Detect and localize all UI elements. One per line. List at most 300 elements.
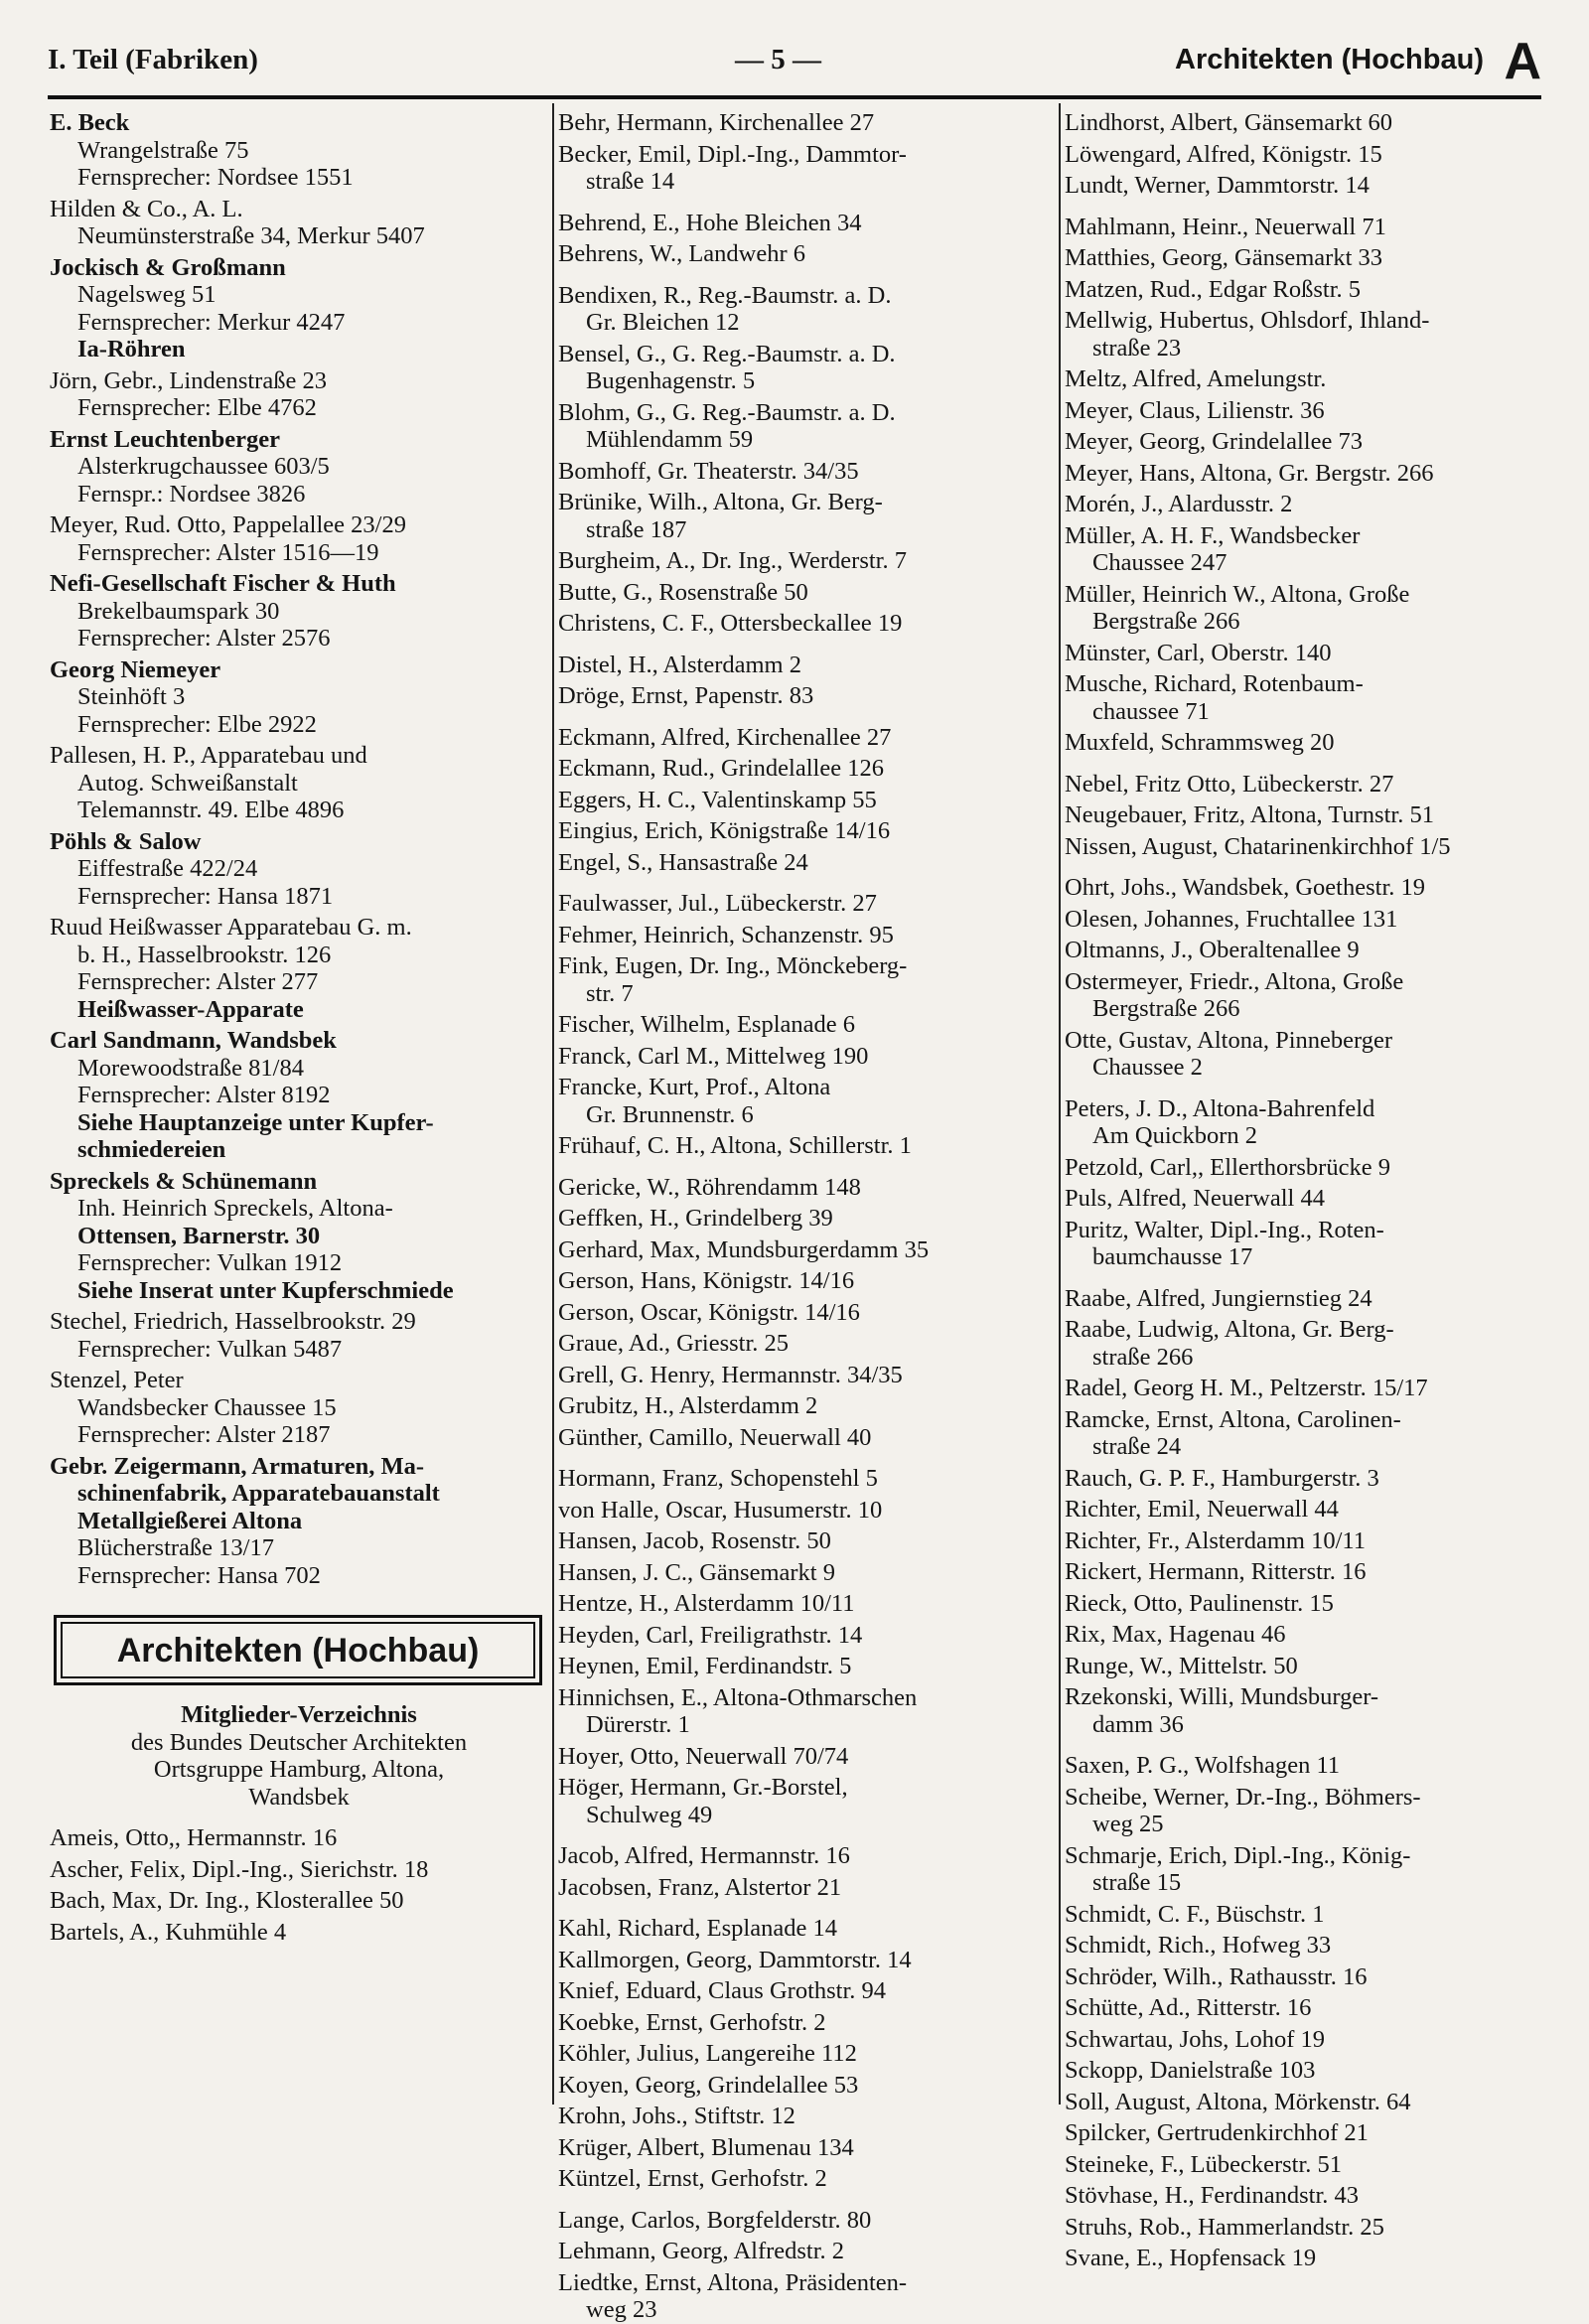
entry-name: Burgheim, A., Dr. Ing., Werderstr. 7 [558, 547, 907, 574]
directory-entry [1065, 833, 1559, 861]
column-1 [50, 109, 548, 2135]
entry-name: Schmidt, C. F., Büschstr. 1 [1065, 1900, 1325, 1928]
entry-name: Jacobsen, Franz, Alstertor 21 [558, 1873, 842, 1901]
directory-entry [558, 1684, 1057, 1739]
entry-detail: Bergstraße 266 [1092, 608, 1240, 635]
entry-detail: Am Quickborn 2 [1092, 1122, 1258, 1149]
entry-name: Rix, Max, Hagenau 46 [1065, 1621, 1286, 1648]
entry-detail: Eiffestraße 422/24 [77, 855, 258, 882]
entry-detail: Fernsprecher: Nordsee 1551 [77, 164, 354, 191]
entry-detail: Bugenhagenstr. 5 [586, 367, 756, 394]
directory-entry [50, 367, 548, 422]
entry-detail: chaussee 71 [1092, 697, 1210, 725]
directory-entry [558, 2238, 1057, 2265]
directory-entry [558, 1465, 1057, 1493]
column-divider [552, 103, 554, 2105]
entry-spacer [558, 1905, 1057, 1915]
entry-name: Müller, A. H. F., Wandsbecker [1065, 521, 1361, 549]
column-2 [558, 109, 1057, 2323]
directory-entry [558, 817, 1057, 845]
directory-entry [1065, 2026, 1559, 2054]
directory-entry [558, 1622, 1057, 1650]
directory-entry [1065, 1963, 1559, 1991]
directory-entry [1065, 1994, 1559, 2022]
entry-name: Scheibe, Werner, Dr.-Ing., Böhmers- [1065, 1783, 1421, 1811]
entry-name: Fischer, Wilhelm, Esplanade 6 [558, 1011, 856, 1038]
entry-detail: Fernspr.: Nordsee 3826 [77, 480, 306, 508]
entry-detail: Alsterkrugchaussee 603/5 [77, 453, 330, 480]
directory-entry [1065, 1683, 1559, 1738]
directory-entry [1065, 1185, 1559, 1213]
entry-name: Nissen, August, Chatarinenkirchhof 1/5 [1065, 832, 1451, 860]
directory-entry [1065, 581, 1559, 636]
entry-name: Franck, Carl M., Mittelweg 190 [558, 1042, 869, 1070]
directory-entry [558, 210, 1057, 237]
directory-entry [1065, 1496, 1559, 1524]
directory-entry [1065, 1932, 1559, 1960]
entry-detail: Chaussee 2 [1092, 1054, 1203, 1081]
entry-name: Richter, Fr., Alsterdamm 10/11 [1065, 1526, 1366, 1554]
entry-detail: Chaussee 247 [1092, 549, 1228, 576]
entry-name: Nefi-Gesellschaft Fischer & Huth [50, 570, 396, 597]
directory-entry [50, 1168, 548, 1305]
entry-detail: Mühlendamm 59 [586, 426, 754, 453]
entry-name: Nebel, Fritz Otto, Lübeckerstr. 27 [1065, 770, 1394, 798]
directory-entry [558, 2165, 1057, 2193]
directory-entry [50, 1887, 548, 1915]
directory-entry [1065, 1154, 1559, 1182]
directory-entry [558, 682, 1057, 710]
entry-name: Meyer, Georg, Grindelallee 73 [1065, 428, 1363, 455]
directory-entry [1065, 460, 1559, 488]
entry-detail: Morewoodstraße 81/84 [77, 1054, 304, 1082]
entry-name: Lange, Carlos, Borgfelderstr. 80 [558, 2206, 872, 2234]
directory-entry [1065, 1621, 1559, 1649]
directory-entry [1065, 141, 1559, 169]
entry-name: Lindhorst, Albert, Gänsemarkt 60 [1065, 109, 1393, 136]
directory-entry [1065, 1590, 1559, 1618]
directory-entry [558, 341, 1057, 395]
directory-entry [50, 1919, 548, 1947]
entry-name: von Halle, Oscar, Husumerstr. 10 [558, 1496, 883, 1524]
directory-entry [1065, 214, 1559, 241]
entry-spacer [1065, 1275, 1559, 1285]
intro-line: Ortsgruppe Hamburg, Altona, [153, 1756, 445, 1783]
entry-name: Ameis, Otto,, Hermannstr. 16 [50, 1824, 338, 1851]
entry-name: Mahlmann, Heinr., Neuerwall 71 [1065, 213, 1386, 240]
directory-entry [558, 1874, 1057, 1902]
entry-spacer [558, 272, 1057, 282]
entry-name: Meyer, Rud. Otto, Pappelallee 23/29 [50, 511, 406, 538]
entry-name: Eingius, Erich, Königstraße 14/16 [558, 817, 891, 844]
entry-spacer [558, 2197, 1057, 2207]
entry-name: Günther, Camillo, Neuerwall 40 [558, 1423, 872, 1451]
entry-detail: Fernsprecher: Alster 277 [77, 968, 319, 995]
directory-entry [50, 511, 548, 566]
entry-name: Höger, Hermann, Gr.-Borstel, [558, 1774, 848, 1801]
entry-name: Meltz, Alfred, Amelungstr. [1065, 365, 1327, 392]
directory-entry [558, 1977, 1057, 2005]
entry-name: Pöhls & Salow [50, 827, 202, 855]
entry-detail: Fernsprecher: Alster 2576 [77, 625, 331, 652]
entry-detail: Metallgießerei Altona [77, 1507, 303, 1534]
directory-entry [558, 1527, 1057, 1555]
entry-name: Behrens, W., Landwehr 6 [558, 240, 806, 267]
entry-name: Gebr. Zeigermann, Armaturen, Ma- [50, 1452, 424, 1480]
entry-name: Bach, Max, Dr. Ing., Klosterallee 50 [50, 1887, 404, 1914]
directory-entry [1065, 2182, 1559, 2210]
entry-name: Kallmorgen, Georg, Dammtorstr. 14 [558, 1946, 912, 1973]
directory-entry [1065, 244, 1559, 272]
entry-detail: Heißwasser-Apparate [77, 995, 304, 1023]
entry-name: Bomhoff, Gr. Theaterstr. 34/35 [558, 457, 859, 485]
entry-name: Hentze, H., Alsterdamm 10/11 [558, 1590, 855, 1617]
entry-detail: Fernsprecher: Alster 8192 [77, 1082, 331, 1108]
entry-spacer [558, 642, 1057, 652]
entry-name: Müller, Heinrich W., Altona, Große [1065, 580, 1410, 608]
entry-name: Raabe, Alfred, Jungiernstieg 24 [1065, 1284, 1372, 1312]
entry-name: Schröder, Wilh., Rathausstr. 16 [1065, 1962, 1368, 1990]
entry-name: Meyer, Claus, Lilienstr. 36 [1065, 396, 1325, 424]
directory-entry [1065, 1316, 1559, 1371]
entry-name: Sckopp, Danielstraße 103 [1065, 2057, 1316, 2084]
entry-detail: Gr. Bleichen 12 [586, 309, 740, 336]
entry-spacer [1065, 204, 1559, 214]
entry-spacer [558, 1164, 1057, 1174]
directory-entry [50, 656, 548, 739]
entry-name: Heynen, Emil, Ferdinandstr. 5 [558, 1653, 852, 1679]
entry-detail: Fernsprecher: Hansa 1871 [77, 882, 334, 910]
entry-name: Ernst Leuchtenberger [50, 425, 281, 453]
directory-entry [558, 1011, 1057, 1039]
directory-entry [558, 1947, 1057, 1974]
entry-name: Koebke, Ernst, Gerhofstr. 2 [558, 2008, 826, 2036]
directory-entry [50, 1856, 548, 1884]
directory-entry [1065, 1558, 1559, 1586]
entry-name: Stechel, Friedrich, Hasselbrookstr. 29 [50, 1308, 416, 1335]
directory-entry [50, 570, 548, 653]
section-heading-box [54, 1615, 542, 1685]
directory-entry [558, 724, 1057, 752]
entry-name: Otte, Gustav, Altona, Pinneberger [1065, 1026, 1393, 1054]
entry-detail: Wrangelstraße 75 [77, 136, 249, 164]
directory-entry [1065, 172, 1559, 200]
entry-detail: Fernsprecher: Vulkan 5487 [77, 1335, 343, 1363]
directory-entry [558, 2207, 1057, 2235]
directory-entry [558, 1362, 1057, 1389]
directory-entry [1065, 365, 1559, 393]
entry-name: Hoyer, Otto, Neuerwall 70/74 [558, 1742, 849, 1770]
directory-entry [1065, 2214, 1559, 2242]
entry-name: Matthies, Georg, Gänsemarkt 33 [1065, 244, 1383, 271]
directory-entry [558, 952, 1057, 1007]
entry-detail: Neumünsterstraße 34, Merkur 5407 [77, 222, 425, 249]
entry-name: Frühauf, C. H., Altona, Schillerstr. 1 [558, 1132, 912, 1159]
directory-entry [558, 1915, 1057, 1943]
entry-name: Rzekonski, Willi, Mundsburger- [1065, 1683, 1379, 1710]
directory-entry [1065, 522, 1559, 577]
entry-name: Faulwasser, Jul., Lübeckerstr. 27 [558, 890, 877, 917]
entry-name: Svane, E., Hopfensack 19 [1065, 2245, 1317, 2271]
directory-entry [558, 890, 1057, 918]
directory-entry [558, 1236, 1057, 1264]
intro-title: Mitglieder-Verzeichnis [181, 1701, 417, 1728]
entry-detail: straße 266 [1092, 1343, 1194, 1371]
directory-entry [558, 1743, 1057, 1771]
entry-name: Hinnichsen, E., Altona-Othmarschen [558, 1683, 918, 1711]
entry-name: Muxfeld, Schrammsweg 20 [1065, 729, 1335, 756]
entry-detail: Fernsprecher: Merkur 4247 [77, 308, 346, 336]
directory-entry [558, 1559, 1057, 1587]
entry-detail: Schulweg 49 [586, 1801, 713, 1828]
entry-name: Raabe, Ludwig, Altona, Gr. Berg- [1065, 1316, 1394, 1343]
directory-entry [558, 1392, 1057, 1420]
directory-entry [558, 1842, 1057, 1870]
directory-entry [50, 426, 548, 508]
directory-entry [1065, 2245, 1559, 2272]
entry-name: Soll, August, Altona, Mörkenstr. 64 [1065, 2088, 1411, 2115]
entry-name: Richter, Emil, Neuerwall 44 [1065, 1496, 1339, 1523]
directory-entry [558, 2072, 1057, 2100]
entry-name: Fehmer, Heinrich, Schanzenstr. 95 [558, 921, 894, 948]
entry-name: Mellwig, Hubertus, Ohlsdorf, Ihland- [1065, 307, 1430, 334]
entry-name: Peters, J. D., Altona-Bahrenfeld [1065, 1094, 1375, 1122]
entry-spacer [558, 1455, 1057, 1465]
directory-entry [1065, 1901, 1559, 1929]
entry-name: Graue, Ad., Griesstr. 25 [558, 1330, 790, 1357]
directory-entry [1065, 428, 1559, 456]
entry-detail: weg 25 [1092, 1811, 1164, 1837]
header-section-title: Architekten (Hochbau) [1175, 44, 1484, 75]
intro-line: Wandsbek [248, 1783, 350, 1811]
entry-detail: Wandsbecker Chaussee 15 [77, 1393, 337, 1421]
entry-name: Saxen, P. G., Wolfshagen 11 [1065, 1752, 1341, 1779]
entry-name: Ruud Heißwasser Apparatebau G. m. [50, 914, 412, 941]
directory-entry [558, 109, 1057, 137]
entry-name: Gerson, Oscar, Königstr. 14/16 [558, 1298, 860, 1326]
directory-entry [558, 2103, 1057, 2130]
entry-name: Münster, Carl, Oberstr. 140 [1065, 639, 1332, 666]
entry-spacer [558, 200, 1057, 210]
entry-name: Hilden & Co., A. L. [50, 195, 243, 222]
entry-detail: Siehe Hauptanzeige unter Kupfer- [77, 1108, 434, 1136]
entry-name: Runge, W., Mittelstr. 50 [1065, 1652, 1298, 1679]
entry-detail: Ottensen, Barnerstr. 30 [77, 1222, 321, 1249]
directory-entry [1065, 670, 1559, 725]
directory-entry [1065, 397, 1559, 425]
directory-entry [1065, 1217, 1559, 1271]
entry-detail: straße 23 [1092, 334, 1182, 362]
section-heading: Architekten (Hochbau) [61, 1622, 535, 1678]
architect-list [50, 1824, 548, 1946]
directory-entry [558, 652, 1057, 679]
entry-name: Lundt, Werner, Dammtorstr. 14 [1065, 172, 1370, 199]
entry-name: Olesen, Johannes, Fruchtallee 131 [1065, 905, 1398, 933]
entry-name: Ohrt, Johs., Wandsbek, Goethestr. 19 [1065, 874, 1426, 901]
entry-name: Pallesen, H. P., Apparatebau und [50, 742, 367, 769]
directory-entry [558, 787, 1057, 814]
entry-detail: Blücherstraße 13/17 [77, 1534, 274, 1561]
directory-entry [1065, 1285, 1559, 1313]
entry-name: Grubitz, H., Alsterdamm 2 [558, 1392, 818, 1419]
header-page-number: — 5 — [735, 44, 821, 75]
directory-entry [50, 1308, 548, 1363]
entry-name: Ascher, Felix, Dipl.-Ing., Sierichstr. 18 [50, 1855, 429, 1883]
entry-name: Geffken, H., Grindelberg 39 [558, 1205, 833, 1232]
entry-name: Gerson, Hans, Königstr. 14/16 [558, 1267, 855, 1294]
entry-name: Morén, J., Alardusstr. 2 [1065, 491, 1293, 517]
directory-entry [558, 1424, 1057, 1452]
entry-name: Rickert, Hermann, Ritterstr. 16 [1065, 1558, 1367, 1585]
entry-name: Koyen, Georg, Grindelallee 53 [558, 2071, 859, 2099]
entry-detail: Fernsprecher: Hansa 702 [77, 1561, 321, 1589]
entry-detail: Dürerstr. 1 [586, 1711, 690, 1738]
entry-name: Ramcke, Ernst, Altona, Carolinen- [1065, 1405, 1401, 1433]
entry-name: Ostermeyer, Friedr., Altona, Große [1065, 967, 1404, 995]
entry-name: Jacob, Alfred, Hermannstr. 16 [558, 1842, 850, 1869]
column-divider [1059, 103, 1061, 2105]
directory-entry [1065, 1527, 1559, 1555]
entry-name: Schmidt, Rich., Hofweg 33 [1065, 1932, 1332, 1959]
entry-detail: Fernsprecher: Alster 2187 [77, 1421, 331, 1448]
entry-name: Georg Niemeyer [50, 655, 221, 683]
entry-name: Liedtke, Ernst, Altona, Präsidenten- [558, 2268, 908, 2296]
directory-entry [50, 742, 548, 824]
entry-name: Dröge, Ernst, Papenstr. 83 [558, 682, 814, 709]
entry-spacer [558, 1832, 1057, 1842]
entry-name: Bensel, G., G. Reg.-Baumstr. a. D. [558, 340, 896, 367]
directory-entry [558, 922, 1057, 949]
entry-name: Stenzel, Peter [50, 1367, 184, 1393]
entry-name: Blohm, G., G. Reg.-Baumstr. a. D. [558, 398, 896, 426]
entry-name: Matzen, Rud., Edgar Roßstr. 5 [1065, 275, 1362, 303]
entry-detail: b. H., Hasselbrookstr. 126 [77, 941, 332, 968]
directory-entry [558, 849, 1057, 877]
entry-name: E. Beck [50, 109, 130, 136]
entry-name: Spilcker, Gertrudenkirchhof 21 [1065, 2119, 1369, 2146]
entry-spacer [1065, 1742, 1559, 1752]
directory-entry [1065, 2151, 1559, 2179]
entry-name: Lehmann, Georg, Alfredstr. 2 [558, 2238, 845, 2264]
directory-entry [558, 458, 1057, 486]
directory-entry [1065, 1784, 1559, 1838]
entry-spacer [558, 714, 1057, 724]
entry-spacer [1065, 1086, 1559, 1095]
directory-entry [1065, 640, 1559, 667]
entry-name: Eckmann, Alfred, Kirchenallee 27 [558, 723, 892, 751]
directory-entry [558, 240, 1057, 268]
directory-entry [558, 547, 1057, 575]
entry-detail: Siehe Inserat unter Kupferschmiede [77, 1276, 454, 1304]
directory-entry [558, 2009, 1057, 2037]
directory-entry [558, 1497, 1057, 1525]
directory-entry [1065, 1465, 1559, 1493]
directory-entry [1065, 1095, 1559, 1150]
directory-entry [558, 1074, 1057, 1128]
entry-name: Bendixen, R., Reg.-Baumstr. a. D. [558, 281, 892, 309]
directory-entry [558, 2040, 1057, 2068]
entry-detail: Steinhöft 3 [77, 683, 186, 710]
directory-entry [50, 196, 548, 250]
entry-detail: straße 24 [1092, 1433, 1182, 1460]
directory-entry [558, 489, 1057, 543]
directory-entry [558, 1267, 1057, 1295]
entry-name: Hansen, Jacob, Rosenstr. 50 [558, 1527, 831, 1554]
entry-detail: damm 36 [1092, 1710, 1184, 1738]
entry-name: Küntzel, Ernst, Gerhofstr. 2 [558, 2165, 827, 2192]
directory-entry [1065, 2119, 1559, 2147]
directory-entry [50, 254, 548, 363]
directory-entry [50, 1367, 548, 1449]
directory-entry [558, 1043, 1057, 1071]
entry-name: Eggers, H. C., Valentinskamp 55 [558, 786, 877, 813]
entry-name: Löwengard, Alfred, Königstr. 15 [1065, 140, 1382, 168]
directory-entry [1065, 1027, 1559, 1082]
directory-entry [558, 1590, 1057, 1618]
directory-entry [558, 2269, 1057, 2324]
entry-name: Rieck, Otto, Paulinenstr. 15 [1065, 1589, 1334, 1617]
directory-entry [1065, 801, 1559, 829]
directory-entry [1065, 109, 1559, 137]
entry-name: Puls, Alfred, Neuerwall 44 [1065, 1185, 1325, 1212]
entry-detail: Fernsprecher: Elbe 4762 [77, 394, 317, 421]
directory-entry [558, 141, 1057, 196]
entry-detail: straße 15 [1092, 1869, 1182, 1896]
entry-name: Hormann, Franz, Schopenstehl 5 [558, 1465, 878, 1492]
entry-name: Meyer, Hans, Altona, Gr. Bergstr. 266 [1065, 459, 1434, 487]
directory-entry [558, 2134, 1057, 2162]
page-header [48, 33, 1541, 99]
entry-spacer [1065, 864, 1559, 874]
directory-entry [1065, 1842, 1559, 1897]
header-index-letter: A [1504, 33, 1541, 90]
directory-entry [558, 1174, 1057, 1202]
directory-entry [50, 1824, 548, 1852]
entry-name: Becker, Emil, Dipl.-Ing., Dammtor- [558, 140, 907, 168]
directory-entry [1065, 874, 1559, 902]
entry-name: Krohn, Johs., Stiftstr. 12 [558, 2103, 795, 2129]
entry-name: Musche, Richard, Rotenbaum- [1065, 670, 1364, 697]
entry-name: Butte, G., Rosenstraße 50 [558, 578, 808, 606]
entry-name: Spreckels & Schünemann [50, 1167, 318, 1195]
entry-detail: Fernsprecher: Elbe 2922 [77, 710, 317, 738]
directory-entry [558, 399, 1057, 454]
entry-detail: schinenfabrik, Apparatebauanstalt [77, 1480, 440, 1507]
entry-name: Behrend, E., Hohe Bleichen 34 [558, 209, 862, 236]
entry-name: Fink, Eugen, Dr. Ing., Mönckeberg- [558, 952, 908, 979]
directory-entry [1065, 307, 1559, 362]
entry-spacer [1065, 761, 1559, 771]
entry-detail: Brekelbaumspark 30 [77, 597, 280, 625]
directory-entry [558, 1653, 1057, 1680]
entry-name: Schmarje, Erich, Dipl.-Ing., König- [1065, 1841, 1411, 1869]
entry-name: Christens, C. F., Ottersbeckallee 19 [558, 610, 903, 637]
directory-entry [50, 828, 548, 911]
entry-detail: Telemannstr. 49. Elbe 4896 [77, 797, 345, 823]
entry-detail: Nagelsweg 51 [77, 281, 217, 308]
header-part-title: I. Teil (Fabriken) [48, 44, 258, 75]
entry-detail: straße 187 [586, 515, 687, 543]
entry-detail: Gr. Brunnenstr. 6 [586, 1100, 754, 1128]
entry-name: Steineke, F., Lübeckerstr. 51 [1065, 2150, 1343, 2178]
directory-entry [558, 1330, 1057, 1358]
entry-name: Rauch, G. P. F., Hamburgerstr. 3 [1065, 1464, 1379, 1492]
entry-name: Behr, Hermann, Kirchenallee 27 [558, 109, 875, 136]
entry-name: Hansen, J. C., Gänsemarkt 9 [558, 1558, 835, 1586]
intro-line: des Bundes Deutscher Architekten [130, 1728, 468, 1756]
entry-detail: schmiedereien [77, 1136, 226, 1163]
entry-spacer [558, 880, 1057, 890]
